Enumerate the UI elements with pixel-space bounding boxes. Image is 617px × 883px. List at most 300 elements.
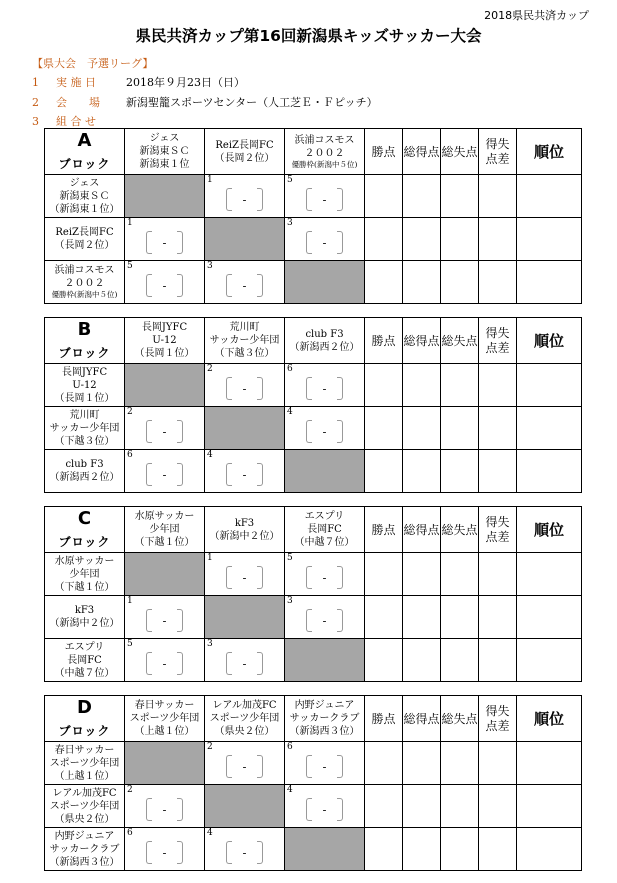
score-dash: - (322, 760, 327, 773)
stat-cell-gf (403, 407, 441, 450)
score-box (306, 377, 343, 400)
team-name-line: レアル加茂FC (52, 787, 117, 799)
stat-cell-gd (479, 596, 517, 639)
self-match-cell (285, 450, 365, 493)
team-name-line: （新潟西３位） (289, 726, 360, 737)
score-dash: - (162, 657, 167, 670)
block-word: ブロック (58, 724, 111, 738)
block-table-b (44, 317, 582, 493)
score-box (306, 609, 343, 632)
team-name-line: ジェス (69, 177, 100, 189)
team-name-line: （長岡２位） (214, 152, 275, 164)
match-cell (205, 364, 285, 407)
block-letter: B (77, 319, 92, 340)
match-number: 2 (207, 742, 213, 752)
stat-header-gd: 得失点差 (479, 129, 517, 175)
table-row (45, 596, 582, 639)
team-name-line: 長岡FC (67, 654, 102, 666)
team-name-line: U-12 (72, 379, 97, 391)
row-team-header (45, 407, 125, 450)
stat-cell-gd (479, 828, 517, 871)
team-name-line: （中越７位） (54, 667, 115, 679)
team-name-line: 長岡JYFC (141, 322, 188, 333)
right-bracket-icon (337, 420, 343, 443)
date-value: 2018年９月23日（日） (126, 76, 245, 89)
team-name-line: ReiZ長岡FC (215, 139, 274, 151)
block-label (45, 696, 125, 742)
row-team-header (45, 175, 125, 218)
groups-number: 3 (32, 115, 39, 128)
team-name-line: スポーツ少年団 (49, 757, 120, 769)
right-bracket-icon (257, 274, 263, 297)
score-box (226, 274, 263, 297)
score-dash: - (322, 236, 327, 249)
self-match-cell (205, 407, 285, 450)
team-name-line: （新潟西２位） (49, 472, 120, 483)
row-team-header (45, 364, 125, 407)
stat-cell-wins (365, 407, 403, 450)
right-bracket-icon (257, 755, 263, 778)
self-match-cell (125, 553, 205, 596)
score-box (306, 566, 343, 589)
table-row (45, 639, 582, 682)
block-word: ブロック (58, 346, 111, 360)
team-name-line: club F3 (305, 328, 344, 340)
stat-header-rank: 順位 (517, 507, 582, 553)
score-dash: - (322, 803, 327, 816)
right-bracket-icon (177, 652, 183, 675)
right-bracket-icon (257, 841, 263, 864)
team-name-line: サッカー少年団 (209, 335, 280, 346)
stat-header-wins: 勝点 (365, 507, 403, 553)
match-number: 3 (287, 218, 293, 228)
score-dash: - (162, 614, 167, 627)
stat-cell-rank (517, 218, 582, 261)
stat-cell-gd (479, 553, 517, 596)
stat-header-gf: 総得点 (403, 318, 441, 364)
stat-cell-gd (479, 639, 517, 682)
team-name-line: 少年団 (69, 568, 100, 580)
score-box (226, 188, 263, 211)
stat-cell-gf (403, 364, 441, 407)
team-name-line: 荒川町 (69, 409, 100, 421)
stat-cell-ga (441, 596, 479, 639)
right-bracket-icon (257, 188, 263, 211)
team-name-line: サッカークラブ (49, 843, 120, 855)
row-team-header (45, 553, 125, 596)
stat-cell-gd (479, 175, 517, 218)
match-cell (205, 742, 285, 785)
stat-cell-gd (479, 218, 517, 261)
score-dash: - (162, 236, 167, 249)
stat-cell-wins (365, 639, 403, 682)
team-name-line: サッカークラブ (289, 713, 360, 724)
groups-label: 組 合 せ (56, 115, 96, 128)
match-number: 3 (207, 261, 213, 271)
self-match-cell (285, 639, 365, 682)
stat-cell-gf (403, 596, 441, 639)
groups-line (32, 113, 126, 129)
team-name-line: （下越１位） (134, 537, 195, 548)
stat-header-ga: 総失点 (441, 318, 479, 364)
match-number: 6 (127, 828, 133, 838)
block-label (45, 507, 125, 553)
team-name-line: 春日サッカー (54, 744, 115, 756)
row-team-header (45, 218, 125, 261)
team-name-line: （新潟西３位） (49, 856, 120, 868)
right-bracket-icon (177, 274, 183, 297)
stat-header-gd: 得失点差 (479, 696, 517, 742)
self-match-cell (125, 742, 205, 785)
stat-header-gd: 得失点差 (479, 507, 517, 553)
match-cell (205, 828, 285, 871)
right-bracket-icon (177, 231, 183, 254)
team-name-line: 長岡JYFC (61, 366, 108, 378)
match-cell (285, 364, 365, 407)
team-name-line: （下越１位） (54, 581, 115, 593)
column-team-header (285, 129, 365, 175)
right-bracket-icon (337, 798, 343, 821)
match-cell (205, 175, 285, 218)
score-box (146, 841, 183, 864)
stat-cell-gf (403, 828, 441, 871)
match-cell (125, 407, 205, 450)
venue-line (32, 94, 378, 110)
stat-cell-wins (365, 828, 403, 871)
block-letter: D (77, 697, 92, 718)
column-team-header (125, 507, 205, 553)
score-box (226, 841, 263, 864)
stat-cell-wins (365, 553, 403, 596)
team-name-line: 内野ジュニア (54, 830, 115, 842)
team-name-line: 荒川町 (229, 322, 260, 333)
column-team-header (205, 129, 285, 175)
page-title: 県民共済カップ第16回新潟県キッズサッカー大会 (135, 27, 482, 45)
stat-cell-ga (441, 785, 479, 828)
date-number: 1 (32, 76, 39, 89)
stat-cell-ga (441, 553, 479, 596)
score-dash: - (242, 657, 247, 670)
score-box (146, 231, 183, 254)
block-table-a (44, 128, 582, 304)
team-name-line: スポーツ少年団 (49, 800, 120, 812)
team-name-line: エスプリ (64, 641, 105, 653)
score-box (306, 231, 343, 254)
block-word: ブロック (58, 535, 111, 549)
team-name-line: ２００２ (64, 278, 105, 289)
match-number: 2 (207, 364, 213, 374)
match-number: 1 (127, 218, 133, 228)
section-heading: 【県大会 予選リーグ】 (32, 57, 154, 70)
right-bracket-icon (177, 841, 183, 864)
right-bracket-icon (177, 463, 183, 486)
match-cell (205, 553, 285, 596)
team-name-line: 優勝枠(新潟中５位) (51, 290, 118, 299)
venue-number: 2 (32, 96, 39, 109)
match-number: 3 (207, 639, 213, 649)
stat-header-ga: 総失点 (441, 507, 479, 553)
match-cell (125, 450, 205, 493)
column-team-header (205, 318, 285, 364)
right-bracket-icon (257, 652, 263, 675)
stat-header-ga: 総失点 (441, 129, 479, 175)
stat-cell-rank (517, 639, 582, 682)
stat-cell-gf (403, 553, 441, 596)
score-dash: - (322, 193, 327, 206)
document-corner-label: 2018県民共済カップ (484, 9, 589, 22)
date-line (32, 74, 245, 90)
stat-header-gf: 総得点 (403, 696, 441, 742)
team-name-line: 内野ジュニア (294, 700, 355, 711)
match-cell (285, 553, 365, 596)
match-cell (205, 450, 285, 493)
team-name-line: （県央２位） (214, 726, 275, 737)
match-cell (125, 828, 205, 871)
block-word: ブロック (58, 157, 111, 171)
row-team-header (45, 828, 125, 871)
venue-value: 新潟聖籠スポーツセンター（人工芝Ｅ・Ｆピッチ） (126, 96, 378, 109)
stat-cell-rank (517, 450, 582, 493)
stat-cell-gd (479, 364, 517, 407)
score-box (306, 798, 343, 821)
team-name-line: 新潟東１位 (139, 159, 190, 170)
score-dash: - (322, 614, 327, 627)
stat-header-wins: 勝点 (365, 318, 403, 364)
score-dash: - (162, 803, 167, 816)
self-match-cell (205, 596, 285, 639)
stat-cell-rank (517, 553, 582, 596)
team-name-line: （長岡１位） (54, 392, 115, 404)
right-bracket-icon (337, 188, 343, 211)
self-match-cell (285, 261, 365, 304)
match-cell (285, 596, 365, 639)
team-name-line: レアル加茂FC (212, 700, 277, 711)
score-dash: - (242, 760, 247, 773)
stat-header-gd: 得失点差 (479, 318, 517, 364)
row-team-header (45, 450, 125, 493)
stat-cell-gd (479, 742, 517, 785)
block-letter: A (77, 130, 92, 151)
team-name-line: 新潟東ＳＣ (139, 146, 190, 157)
team-name-line: ジェス (149, 133, 180, 144)
team-name-line: ReiZ長岡FC (55, 227, 114, 238)
team-name-line: 長岡FC (307, 524, 342, 535)
stat-cell-wins (365, 175, 403, 218)
stat-cell-gf (403, 218, 441, 261)
match-cell (125, 596, 205, 639)
score-dash: - (242, 193, 247, 206)
right-bracket-icon (257, 463, 263, 486)
stat-cell-rank (517, 596, 582, 639)
team-name-line: club F3 (65, 459, 104, 470)
stat-header-gf: 総得点 (403, 129, 441, 175)
self-match-cell (285, 828, 365, 871)
table-row (45, 407, 582, 450)
team-name-line: （新潟中２位） (209, 530, 280, 542)
stat-header-ga: 総失点 (441, 696, 479, 742)
stat-cell-ga (441, 639, 479, 682)
column-team-header (205, 696, 285, 742)
match-cell (285, 218, 365, 261)
block-letter: C (77, 508, 92, 529)
stat-cell-rank (517, 364, 582, 407)
table-row (45, 218, 582, 261)
team-name-line: （新潟西２位） (289, 341, 360, 353)
right-bracket-icon (337, 231, 343, 254)
block-label (45, 129, 125, 175)
stat-cell-rank (517, 175, 582, 218)
match-number: 1 (127, 596, 133, 606)
self-match-cell (205, 785, 285, 828)
block-table-c (44, 506, 582, 682)
stat-cell-gf (403, 785, 441, 828)
column-team-header (285, 318, 365, 364)
match-number: 4 (207, 450, 213, 460)
match-cell (285, 407, 365, 450)
self-match-cell (125, 364, 205, 407)
team-name-line: スポーツ少年団 (209, 713, 280, 724)
score-box (226, 463, 263, 486)
score-box (146, 274, 183, 297)
score-dash: - (242, 468, 247, 481)
column-team-header (285, 507, 365, 553)
team-name-line: （中越７位） (294, 537, 355, 548)
match-cell (285, 785, 365, 828)
right-bracket-icon (257, 566, 263, 589)
right-bracket-icon (337, 566, 343, 589)
match-number: 5 (127, 639, 133, 649)
match-cell (285, 175, 365, 218)
match-cell (125, 785, 205, 828)
score-dash: - (322, 382, 327, 395)
stat-cell-gf (403, 175, 441, 218)
match-number: 6 (287, 364, 293, 374)
score-dash: - (242, 382, 247, 395)
match-number: 3 (287, 596, 293, 606)
self-match-cell (205, 218, 285, 261)
team-name-line: U-12 (152, 335, 177, 346)
right-bracket-icon (257, 377, 263, 400)
team-name-line: スポーツ少年団 (129, 713, 200, 724)
score-dash: - (242, 279, 247, 292)
stat-cell-wins (365, 261, 403, 304)
stat-cell-ga (441, 742, 479, 785)
team-name-line: エスプリ (304, 511, 345, 522)
stat-cell-wins (365, 450, 403, 493)
right-bracket-icon (337, 755, 343, 778)
table-row (45, 553, 582, 596)
score-dash: - (242, 571, 247, 584)
score-box (226, 652, 263, 675)
stat-header-rank: 順位 (517, 318, 582, 364)
stat-header-wins: 勝点 (365, 696, 403, 742)
score-dash: - (162, 846, 167, 859)
match-cell (125, 218, 205, 261)
team-name-line: （県央２位） (54, 813, 115, 825)
right-bracket-icon (337, 609, 343, 632)
column-team-header (125, 318, 205, 364)
stat-cell-wins (365, 596, 403, 639)
match-number: 4 (287, 785, 293, 795)
right-bracket-icon (337, 377, 343, 400)
team-name-line: kF3 (74, 605, 95, 616)
stat-cell-ga (441, 450, 479, 493)
right-bracket-icon (177, 609, 183, 632)
match-number: 6 (287, 742, 293, 752)
team-name-line: 浜浦コスモス (54, 265, 115, 276)
stat-cell-wins (365, 218, 403, 261)
stat-cell-rank (517, 742, 582, 785)
match-number: 2 (127, 407, 133, 417)
block-label (45, 318, 125, 364)
team-name-line: kF3 (234, 517, 255, 529)
team-name-line: （下越３位） (214, 348, 275, 359)
team-name-line: 新潟東ＳＣ (59, 190, 110, 202)
match-cell (205, 261, 285, 304)
stat-cell-wins (365, 742, 403, 785)
match-number: 1 (207, 175, 213, 185)
self-match-cell (125, 175, 205, 218)
stat-cell-ga (441, 828, 479, 871)
block-table-d (44, 695, 582, 871)
score-dash: - (162, 425, 167, 438)
score-box (146, 798, 183, 821)
stat-cell-rank (517, 261, 582, 304)
match-number: 1 (207, 553, 213, 563)
table-row (45, 364, 582, 407)
team-name-line: （下越３位） (54, 435, 115, 447)
stat-cell-wins (365, 364, 403, 407)
score-box (146, 463, 183, 486)
stat-header-rank: 順位 (517, 129, 582, 175)
column-team-header (125, 696, 205, 742)
score-box (306, 188, 343, 211)
match-cell (125, 261, 205, 304)
stat-cell-ga (441, 261, 479, 304)
team-name-line: ２００２ (304, 147, 345, 159)
date-label: 実 施 日 (56, 76, 96, 89)
stat-cell-rank (517, 785, 582, 828)
team-name-line: 浜浦コスモス (294, 134, 355, 146)
column-team-header (285, 696, 365, 742)
row-team-header (45, 742, 125, 785)
stat-cell-gd (479, 785, 517, 828)
score-box (146, 420, 183, 443)
team-name-line: （新潟中２位） (49, 618, 120, 629)
stat-cell-gf (403, 742, 441, 785)
match-number: 6 (127, 450, 133, 460)
stat-cell-gf (403, 450, 441, 493)
row-team-header (45, 596, 125, 639)
stat-cell-gd (479, 407, 517, 450)
match-cell (205, 639, 285, 682)
match-number: 5 (287, 553, 293, 563)
team-name-line: 春日サッカー (134, 700, 195, 711)
stat-cell-rank (517, 828, 582, 871)
match-number: 5 (287, 175, 293, 185)
match-cell (125, 639, 205, 682)
match-number: 2 (127, 785, 133, 795)
team-name-line: 水原サッカー (134, 511, 195, 522)
stat-cell-wins (365, 785, 403, 828)
match-cell (285, 742, 365, 785)
score-dash: - (162, 279, 167, 292)
row-team-header (45, 639, 125, 682)
team-name-line: （長岡１位） (134, 348, 195, 359)
right-bracket-icon (177, 420, 183, 443)
stat-header-gf: 総得点 (403, 507, 441, 553)
team-name-line: サッカー少年団 (49, 422, 120, 434)
